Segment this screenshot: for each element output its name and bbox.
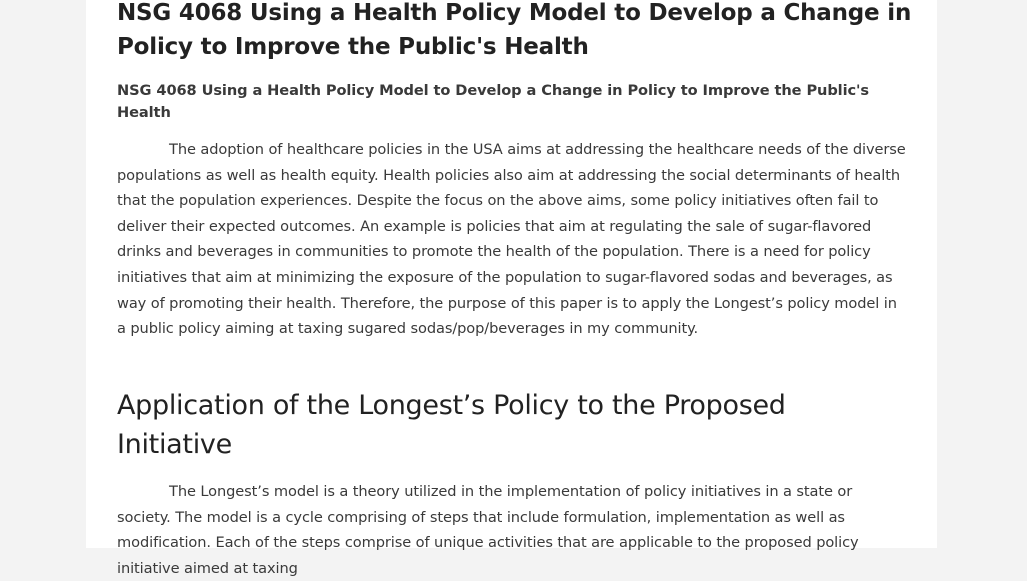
article-title: NSG 4068 Using a Health Policy Model to Develop a Change in Policy to Improve the Public's Health [117,0,912,60]
article-subtitle: NSG 4068 Using a Health Policy Model to Develop a Change in Policy to Improve the Public's Health [117,82,869,121]
section-heading: Application of the Longest’s Policy to the Proposed Initiative [117,390,786,460]
section-paragraph: The Longest’s model is a theory utilized in the implementation of policy initiatives in a state or society. The model is a cycle comprising of steps that include formulation, implementation as well as modification. Each of the steps comprise of unique activities that are applicable to the proposed policy initiative aimed at taxing [117,483,859,577]
article-page [86,0,937,577]
intro-paragraph: The adoption of healthcare policies in the USA aims at addressing the healthcare needs of the diverse populations as well as health equity. Health policies also aim at addressing the social determinants of health that the population experiences. Despite the focus on the above aims, some policy initiatives often fail to deliver their expected outcomes. An example is policies that aim at regulating the sale of sugar-flavored drinks and beverages in communities to promote the health of the population. There is a need for policy initiatives that aim at minimizing the exposure of the population to sugar-flavored sodas and beverages, as way of promoting their health. Therefore, the purpose of this paper is to apply the Longest’s policy model in a public policy aiming at taxing sugared sodas/pop/beverages in my community. [117,141,906,338]
